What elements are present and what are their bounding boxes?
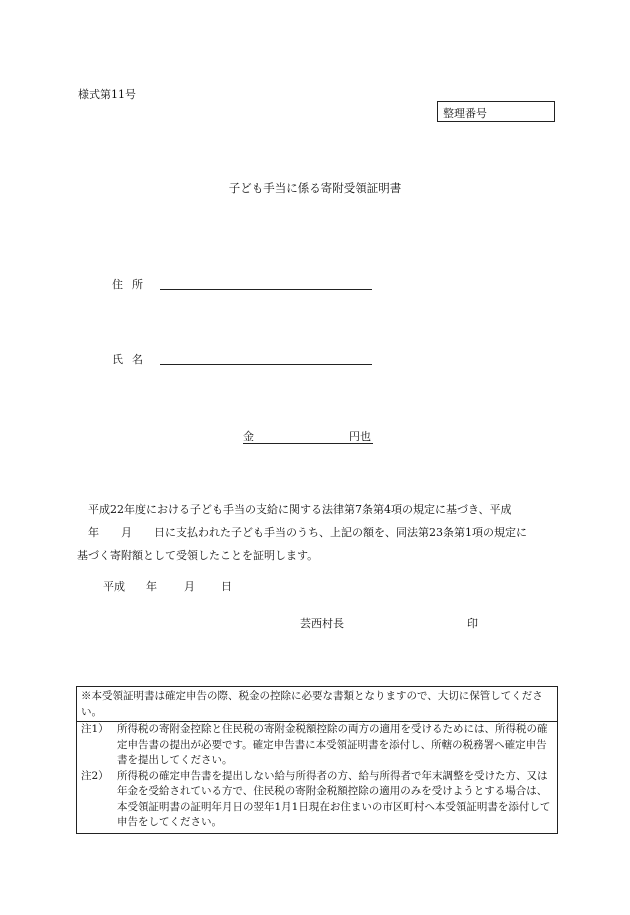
- date-line: [103, 578, 232, 594]
- amount-suffix: 円也: [349, 430, 371, 443]
- seal-mark: 印: [467, 617, 478, 630]
- date-day: 日: [221, 580, 232, 593]
- body-line-1: 平成22年度における子ども手当の支給に関する法律第7条第4項の規定に基づき、平成: [88, 503, 512, 516]
- address-line: [160, 289, 372, 290]
- reference-number-label: 整理番号: [443, 107, 487, 120]
- issuer-mayor: 芸西村長: [300, 617, 344, 630]
- note-1-text: 所得税の寄附金控除と住民税の寄附金税額控除の両方の適用を受けるためには、所得税の確定申告書の提出が必要です。確定申告書に本受領証明書を添付し、所轄の税務署へ確定申告書を提出してください。: [117, 723, 548, 766]
- amount-prefix: 金: [243, 430, 254, 443]
- note-2: [77, 769, 557, 833]
- date-month: 月: [184, 580, 195, 593]
- note-2-number: 注2）: [81, 769, 109, 782]
- date-year: 年: [146, 580, 157, 593]
- name-line: [160, 364, 372, 365]
- name-label: 氏名: [112, 353, 152, 366]
- body-line-3: 基づく寄附額として受領したことを証明します。: [77, 549, 319, 562]
- date-era: 平成: [103, 580, 125, 593]
- form-number: 様式第11号: [78, 88, 136, 101]
- note-1-number: 注1）: [81, 723, 109, 735]
- reference-number-box: [437, 101, 555, 122]
- body-line-2: 年 月 日に支払われた子ども手当のうち、上記の額を、同法第23条第1項の規定に: [88, 526, 527, 539]
- note-1: [77, 722, 557, 769]
- certification-text: [77, 498, 553, 567]
- address-label: 住所: [112, 278, 152, 291]
- notes-header: ※本受領証明書は確定申告の際、税金の控除に必要な書類となりますので、大切に保管してください。: [77, 687, 557, 722]
- notes-box: [76, 686, 558, 834]
- document-title: 子ども手当に係る寄附受領証明書: [228, 181, 402, 195]
- note-2-text: 所得税の確定申告書を提出しない給与所得者の方、給与所得者で年末調整を受けた方、又は年金を受給されている方で、住民税の寄附金税額控除の適用のみを受けようとする場合は、本受領証明書の証明年月日の翌年1月1日現在お住まいの市区町村へ本受領証明書を添付して申告をしてください。: [117, 769, 551, 828]
- amount-line: [243, 428, 373, 444]
